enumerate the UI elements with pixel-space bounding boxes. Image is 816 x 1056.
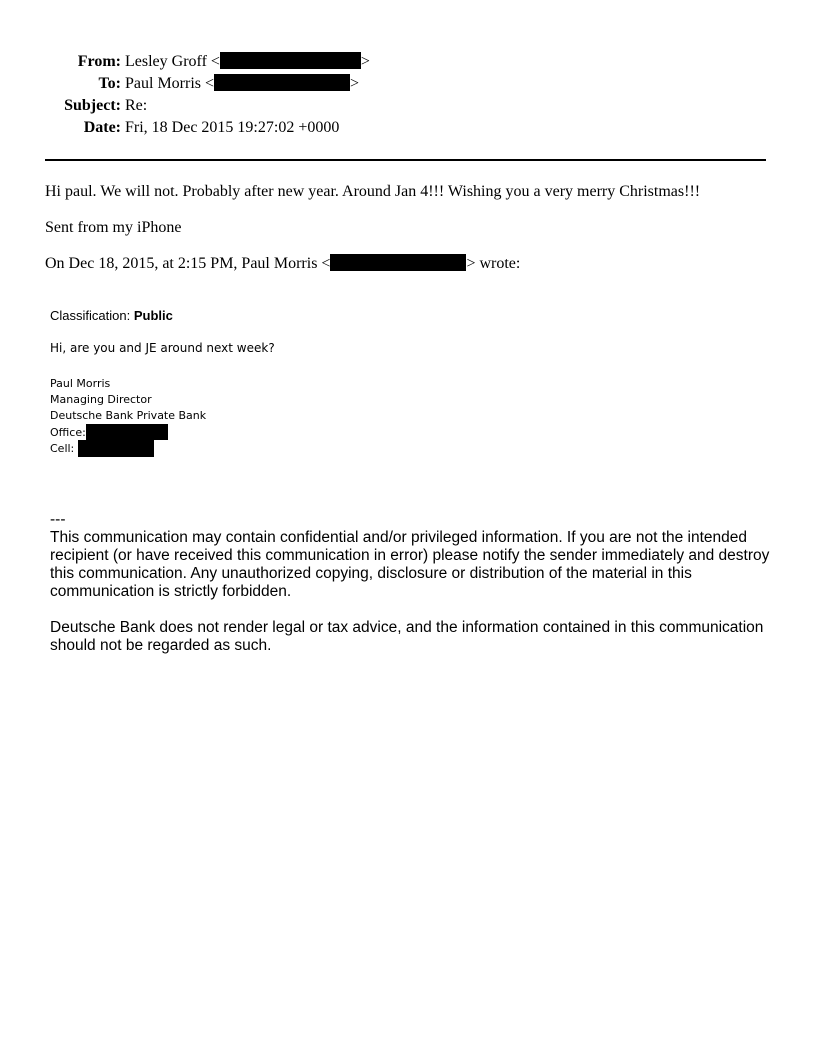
signature-name: Paul Morris <box>50 377 111 390</box>
signature-cell <box>50 440 206 456</box>
separator: --- <box>50 511 66 528</box>
classification-label: Classification: <box>50 308 131 323</box>
signature-office <box>50 424 206 440</box>
classification <box>50 308 173 324</box>
header-divider <box>45 159 766 161</box>
signature-org: Deutsche Bank Private Bank <box>50 409 207 422</box>
redacted-office-number <box>86 424 168 440</box>
date-row <box>0 118 700 138</box>
to-row <box>0 74 700 94</box>
cell-label: Cell: <box>50 442 78 455</box>
to-value: Paul Morris < <box>125 75 215 92</box>
sent-from-line: Sent from my iPhone <box>45 219 182 236</box>
quoted-question: Hi, are you and JE around next week? <box>50 341 275 355</box>
subject-row <box>0 96 700 116</box>
redacted-cell-number <box>78 440 154 457</box>
signature-block <box>50 376 206 456</box>
signature-title: Managing Director <box>50 393 152 406</box>
reply-line: Hi paul. We will not. Probably after new year. Around Jan 4!!! Wishing you a very merry Christmas!!! <box>45 183 701 200</box>
quote-intro <box>45 254 520 274</box>
classification-value: Public <box>133 308 173 323</box>
quote-intro-post: > wrote: <box>466 255 521 272</box>
from-value: Lesley Groff < <box>125 53 220 70</box>
date-label: Date: <box>83 119 121 136</box>
from-label: From: <box>77 53 121 70</box>
from-row <box>0 52 700 72</box>
subject-label: Subject: <box>64 97 121 114</box>
disclaimer-tax: Deutsche Bank does not render legal or tax advice, and the information contained in this communication should not be regarded as such. <box>50 619 764 654</box>
to-label: To: <box>98 75 121 92</box>
to-close-angle: > <box>350 75 360 92</box>
disclaimer-confidential: This communication may contain confidential and/or privileged information. If you are not the intended recipient (or have received this communication in error) please notify the sender immediately and destroy this communication. Any unauthorized copying, disclosure or distribution of the material in this communication is strictly forbidden. <box>50 529 770 600</box>
redacted-quote-email <box>330 254 466 271</box>
from-close-angle: > <box>360 53 370 70</box>
office-label: Office: <box>50 426 86 439</box>
redacted-to-email <box>214 74 350 91</box>
redacted-from-email <box>220 52 361 69</box>
subject-value: Re: <box>125 97 148 114</box>
date-value: Fri, 18 Dec 2015 19:27:02 +0000 <box>125 119 340 136</box>
quote-intro-pre: On Dec 18, 2015, at 2:15 PM, Paul Morris < <box>45 255 331 272</box>
disclaimer-block <box>50 511 770 655</box>
